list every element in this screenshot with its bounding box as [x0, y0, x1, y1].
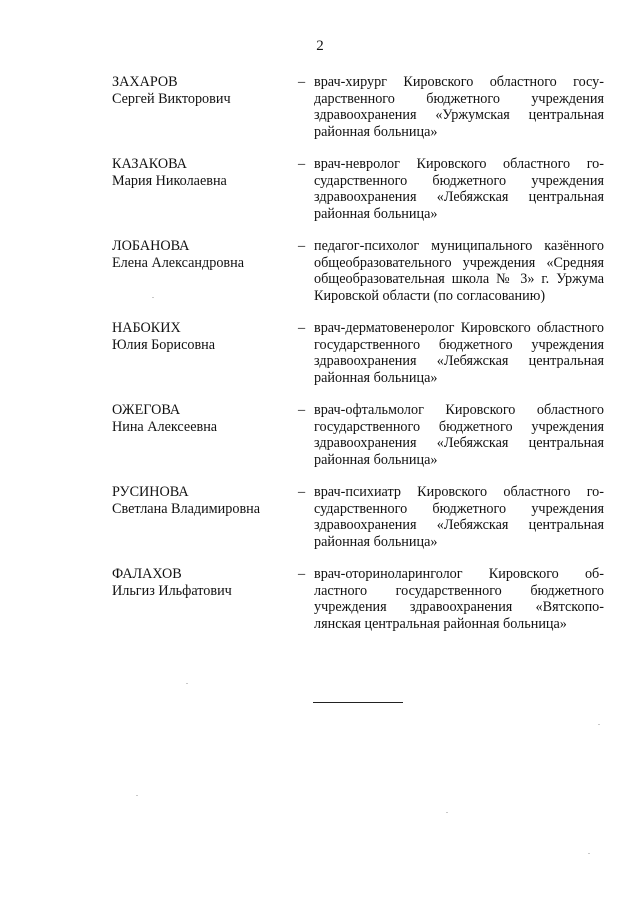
member-name: [112, 484, 298, 517]
member-name: [112, 156, 298, 189]
member-position: врач-невролог Кировского областного государственного бюджетного учреждения здравоохранения «Лебяжская центральная районная больница»: [314, 156, 604, 222]
separator-dash: –: [298, 238, 306, 254]
member-given-names: Светлана Владимировна: [112, 500, 261, 517]
member-surname: ЛОБАНОВА: [112, 238, 190, 254]
scan-speck: [136, 795, 138, 796]
member-surname: ФАЛАХОВ: [112, 566, 182, 582]
member-surname: ЗАХАРОВ: [112, 74, 178, 90]
member-entry: [112, 484, 604, 550]
closing-rule: [313, 702, 403, 703]
separator-dash: –: [298, 402, 306, 418]
separator-dash: –: [298, 156, 306, 172]
member-given-names: Мария Николаевна: [112, 172, 227, 189]
scan-speck: [446, 812, 448, 813]
member-name: [112, 320, 298, 353]
member-name: [112, 566, 298, 599]
member-position: врач-хирург Кировского областного государственного бюджетного учреждения здравоохранения «Уржумская центральная районная больница»: [314, 74, 604, 140]
member-position: врач-психиатр Кировского областного государственного бюджетного учреждения здравоохранения «Лебяжская центральная районная больница»: [314, 484, 604, 550]
member-name: [112, 402, 298, 435]
scan-speck: [186, 683, 188, 684]
member-given-names: Нина Алексеевна: [112, 418, 218, 435]
scan-speck: [588, 853, 590, 854]
member-surname: ОЖЕГОВА: [112, 402, 181, 418]
scan-speck: [598, 724, 600, 725]
separator-dash: –: [298, 74, 306, 90]
member-entry: [112, 238, 604, 304]
member-position: врач-дерматовенеролог Кировского областного государственного бюджетного учреждения здравоохранения «Лебяжская центральная районная больница»: [314, 320, 604, 386]
member-surname: РУСИНОВА: [112, 484, 189, 500]
separator-dash: –: [298, 320, 306, 336]
member-entry: [112, 74, 604, 140]
member-given-names: Елена Александровна: [112, 254, 244, 271]
separator-dash: –: [298, 484, 306, 500]
member-given-names: Ильгиз Ильфатович: [112, 582, 232, 599]
member-position: врач-оториноларинголог Кировского областного государственного бюджетного учреждения здравоохранения «Вятскополянская центральная районная больница»: [314, 566, 604, 632]
member-position: педагог-психолог муниципального казённого общеобразовательного учреждения «Средняя общеобразовательная школа № 3» г. Уржума Кировской области (по согласованию): [314, 238, 604, 304]
member-entry: [112, 402, 604, 468]
member-position: врач-офтальмолог Кировского областного государственного бюджетного учреждения здравоохранения «Лебяжская центральная районная больница»: [314, 402, 604, 468]
separator-dash: –: [298, 566, 306, 582]
member-surname: КАЗАКОВА: [112, 156, 187, 172]
member-name: [112, 238, 298, 271]
page-number: 2: [316, 38, 324, 54]
member-list: [112, 74, 604, 632]
member-surname: НАБОКИХ: [112, 320, 181, 336]
member-given-names: Сергей Викторович: [112, 90, 231, 107]
member-entry: [112, 566, 604, 632]
member-name: [112, 74, 298, 107]
scan-speck: [152, 297, 154, 298]
member-entry: [112, 156, 604, 222]
member-given-names: Юлия Борисовна: [112, 336, 216, 353]
member-entry: [112, 320, 604, 386]
